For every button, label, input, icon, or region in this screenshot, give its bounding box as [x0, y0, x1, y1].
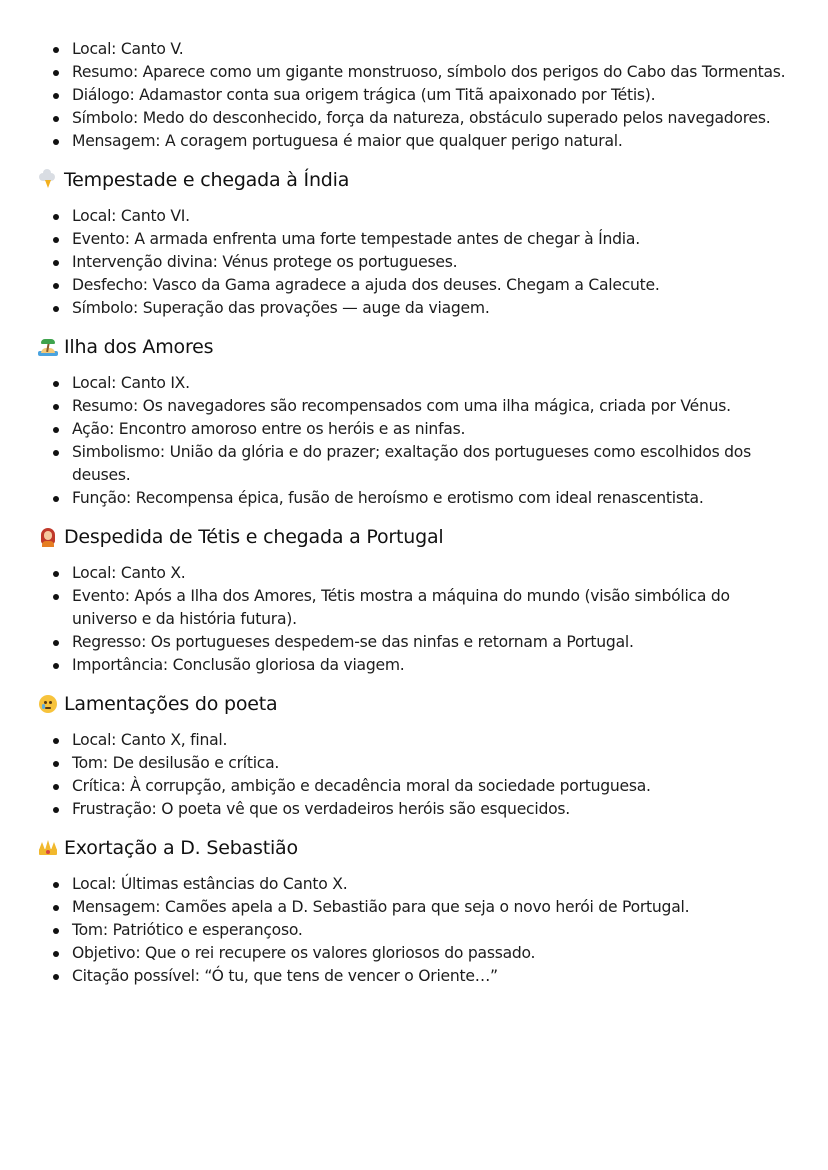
- woman-icon: [38, 527, 58, 547]
- list-item: Evento: Após a Ilha dos Amores, Tétis mostra a máquina do mundo (visão simbólica do universo e da história futura).: [52, 585, 798, 631]
- section-list: [38, 729, 798, 821]
- list-item: Simbolismo: União da glória e do prazer; exaltação dos portugueses como escolhidos dos deuses.: [52, 441, 798, 487]
- section-heading: [38, 835, 798, 861]
- list-item: Diálogo: Adamastor conta sua origem trágica (um Titã apaixonado por Tétis).: [52, 84, 798, 107]
- section-title: Despedida de Tétis e chegada a Portugal: [64, 526, 444, 548]
- list-item: Símbolo: Superação das provações — auge da viagem.: [52, 297, 798, 320]
- list-item: Regresso: Os portugueses despedem-se das ninfas e retornam a Portugal.: [52, 631, 798, 654]
- section-heading: [38, 691, 798, 717]
- list-item: Intervenção divina: Vénus protege os portugueses.: [52, 251, 798, 274]
- section-exortacao: [38, 835, 798, 988]
- list-item: Local: Canto IX.: [52, 372, 798, 395]
- section-ilha-dos-amores: [38, 334, 798, 510]
- section-title: Tempestade e chegada à Índia: [64, 169, 350, 191]
- section-title: Lamentações do poeta: [64, 693, 278, 715]
- list-item: Função: Recompensa épica, fusão de heroísmo e erotismo com ideal renascentista.: [52, 487, 798, 510]
- list-item: Tom: Patriótico e esperançoso.: [52, 919, 798, 942]
- section-heading: [38, 167, 798, 193]
- list-item: Crítica: À corrupção, ambição e decadência moral da sociedade portuguesa.: [52, 775, 798, 798]
- list-item: Local: Canto V.: [52, 38, 798, 61]
- list-item: Local: Últimas estâncias do Canto X.: [52, 873, 798, 896]
- list-item: Citação possível: “Ó tu, que tens de vencer o Oriente…”: [52, 965, 798, 988]
- list-item: Local: Canto VI.: [52, 205, 798, 228]
- list-item: Desfecho: Vasco da Gama agradece a ajuda dos deuses. Chegam a Calecute.: [52, 274, 798, 297]
- section-heading: [38, 334, 798, 360]
- list-item: Tom: De desilusão e crítica.: [52, 752, 798, 775]
- list-item: Importância: Conclusão gloriosa da viagem.: [52, 654, 798, 677]
- list-item: Símbolo: Medo do desconhecido, força da natureza, obstáculo superado pelos navegadores.: [52, 107, 798, 130]
- crown-icon: [38, 838, 58, 858]
- section-lamentacoes: [38, 691, 798, 821]
- list-item: Frustração: O poeta vê que os verdadeiros heróis são esquecidos.: [52, 798, 798, 821]
- section-list: [38, 873, 798, 988]
- list-item: Ação: Encontro amoroso entre os heróis e as ninfas.: [52, 418, 798, 441]
- list-item: Local: Canto X.: [52, 562, 798, 585]
- section-list: [38, 372, 798, 510]
- section-list: [38, 205, 798, 320]
- list-item: Mensagem: A coragem portuguesa é maior que qualquer perigo natural.: [52, 130, 798, 153]
- section-despedida-de-tetis: [38, 524, 798, 677]
- section-heading: [38, 524, 798, 550]
- section-tempestade: [38, 167, 798, 320]
- section-title: Exortação a D. Sebastião: [64, 837, 298, 859]
- section-title: Ilha dos Amores: [64, 336, 214, 358]
- list-item: Mensagem: Camões apela a D. Sebastião para que seja o novo herói de Portugal.: [52, 896, 798, 919]
- list-item: Resumo: Aparece como um gigante monstruoso, símbolo dos perigos do Cabo das Tormentas.: [52, 61, 798, 84]
- storm-cloud-icon: [38, 170, 58, 190]
- adamastor-list: [38, 38, 798, 153]
- list-item: Resumo: Os navegadores são recompensados com uma ilha mágica, criada por Vénus.: [52, 395, 798, 418]
- list-item: Local: Canto X, final.: [52, 729, 798, 752]
- section-list: [38, 562, 798, 677]
- list-item: Objetivo: Que o rei recupere os valores gloriosos do passado.: [52, 942, 798, 965]
- desert-island-icon: [38, 337, 58, 357]
- crying-face-icon: [38, 694, 58, 714]
- list-item: Evento: A armada enfrenta uma forte tempestade antes de chegar à Índia.: [52, 228, 798, 251]
